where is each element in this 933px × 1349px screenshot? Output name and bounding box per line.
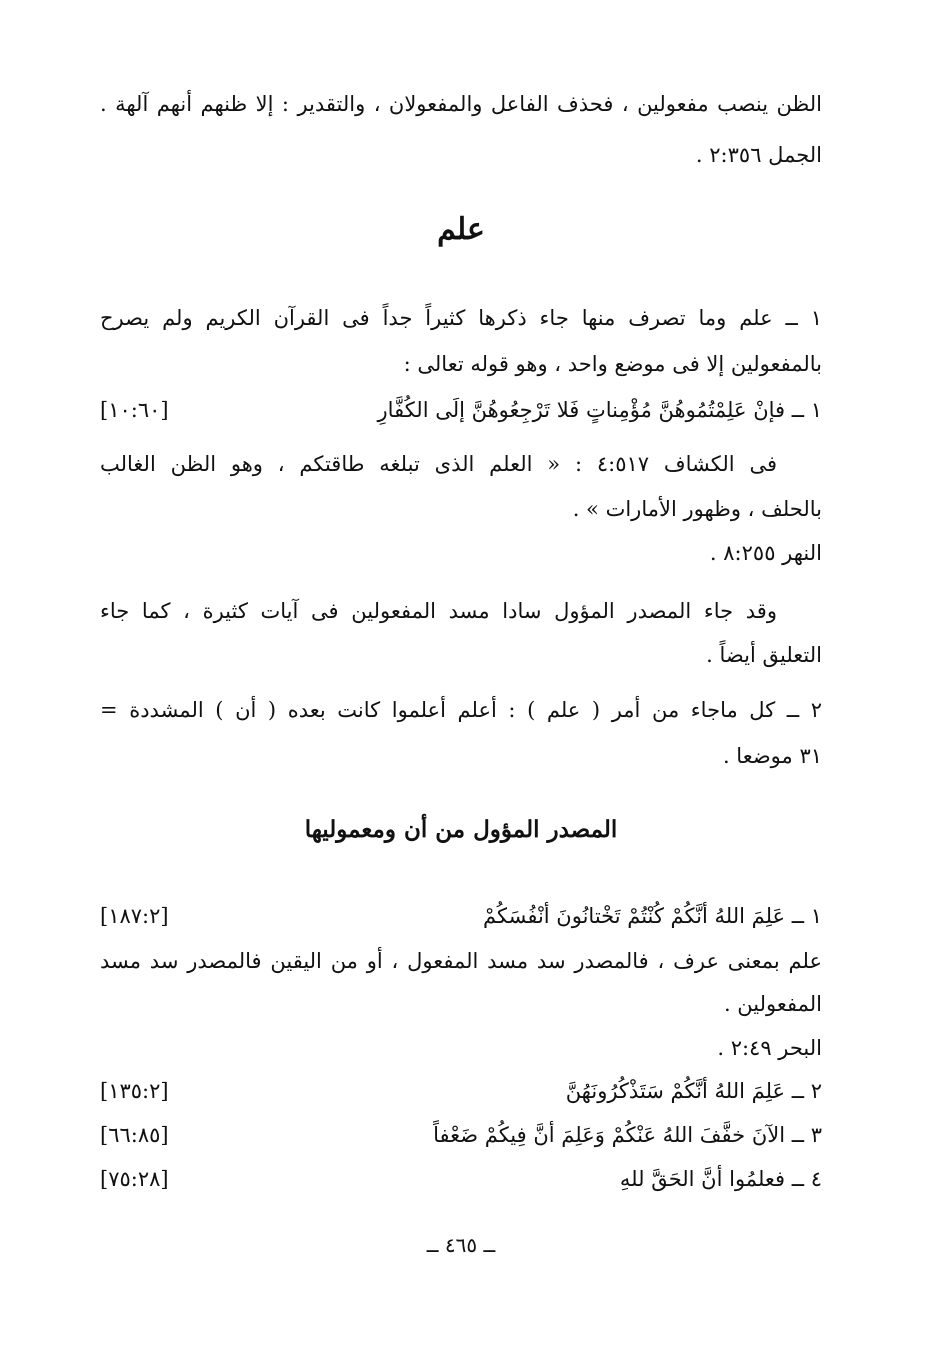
verse-line — [100, 1117, 822, 1153]
bahr-citation: البحر ٢:٤٩ . — [717, 1036, 822, 1060]
paragraph-2-line-1: ٢ ــ كل ماجاء من أمر ( علم ) : أعلم أعلموا كانت بعده ( أن ) المشددة = — [100, 698, 822, 722]
section-title-ilm: علم — [437, 212, 485, 247]
kashshaf-line-1: فى الكشاف ٤:٥١٧ : « العلم الذى تبلغه طاقتكم ، وهو الظن الغالب — [100, 452, 777, 476]
nahr-citation: النهر ٨:٢٥٥ . — [709, 541, 822, 565]
verse-text: ٤ ــ فعلمُوا أنَّ الحَقَّ للهِ — [619, 1167, 822, 1191]
intro-line-1: الظن ينصب مفعولين ، فحذف الفاعل والمفعولان ، والتقدير : إلا ظنهم أنهم آلهة . — [100, 92, 822, 116]
kashshaf-line-2: بالحلف ، وظهور الأمارات » . — [572, 497, 822, 521]
verse-reference: [١٠:٦٠] — [100, 398, 169, 422]
verse-line — [100, 1161, 822, 1197]
verse-text: ٣ ــ الآنَ خفَّفَ اللهُ عَنْكُمْ وَعَلِمَ أنَّ فِيكُمْ ضَعْفاً — [433, 1123, 822, 1147]
paragraph-1-line-1: ١ ــ علم وما تصرف منها جاء ذكرها كثيراً جداً فى القرآن الكريم ولم يصرح — [100, 306, 822, 330]
verse-reference: [٧٥:٢٨] — [100, 1167, 169, 1191]
document-page — [100, 0, 822, 1349]
masdar-line-2: التعليق أيضاً . — [706, 643, 822, 667]
verse-reference: [١٨٧:٢] — [100, 904, 169, 928]
section-title-masdar: المصدر المؤول من أن ومعموليها — [304, 816, 618, 843]
note-line-1: علم بمعنى عرف ، فالمصدر سد مسد المفعول ، أو من اليقين فالمصدر سد مسد — [100, 949, 822, 973]
verse-line — [100, 392, 822, 428]
verse-text: ١ ــ عَلِمَ اللهُ أنَّكُمْ كُنْتُمْ تَخْتانُونَ أنْفُسَكُمْ — [483, 904, 822, 928]
note-line-2: المفعولين . — [723, 992, 822, 1016]
verse-reference: [٦٦:٨٥] — [100, 1123, 169, 1147]
paragraph-1-line-2: بالمفعولين إلا فى موضع واحد ، وهو قوله تعالى : — [403, 352, 822, 376]
verse-line — [100, 898, 822, 934]
paragraph-2-line-2: ٣١ موضعا . — [722, 744, 822, 768]
verse-text: ٢ ــ عَلِمَ اللهُ أنَّكُمْ سَتَذْكُرُونَهُنَّ — [565, 1079, 822, 1103]
masdar-line-1: وقد جاء المصدر المؤول سادا مسد المفعولين فى آيات كثيرة ، كما جاء — [100, 599, 777, 623]
intro-citation: الجمل ٢:٣٥٦ . — [695, 143, 822, 167]
verse-text: ١ ــ فإنْ عَلِمْتُمُوهُنَّ مُؤْمِناتٍ فَلا تَرْجِعُوهُنَّ إلَى الكُفَّارِ — [377, 398, 822, 422]
verse-reference: [١٣٥:٢] — [100, 1079, 169, 1103]
page-number: ــ ٤٦٥ ــ — [426, 1233, 496, 1257]
verse-line — [100, 1073, 822, 1109]
